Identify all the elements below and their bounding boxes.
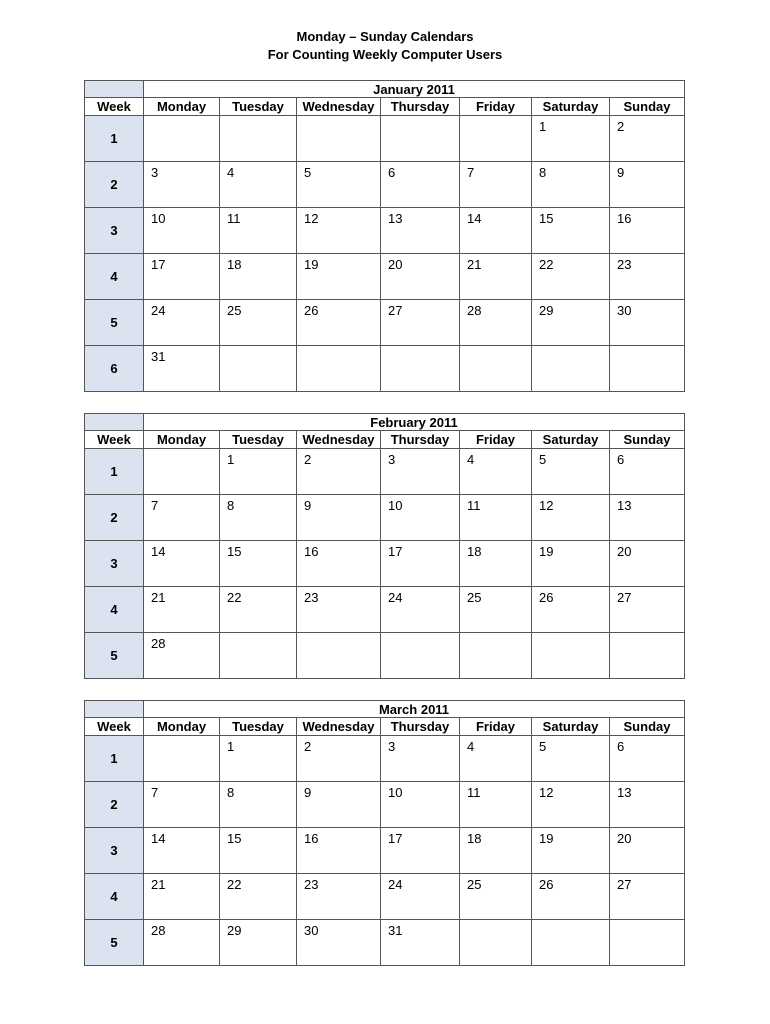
day-number: 17 (388, 831, 403, 846)
week-row (85, 208, 685, 254)
day-cell (144, 208, 220, 254)
day-cell (220, 449, 297, 495)
week-row (85, 162, 685, 208)
day-cell (381, 116, 460, 162)
day-header-wednesday: Wednesday (297, 98, 381, 116)
day-cell (532, 162, 610, 208)
day-cell (532, 828, 610, 874)
week-number: 1 (85, 736, 144, 782)
day-number: 23 (617, 257, 632, 272)
day-cell (460, 495, 532, 541)
day-cell (610, 495, 685, 541)
week-row (85, 495, 685, 541)
day-cell (297, 449, 381, 495)
day-cell (220, 346, 297, 392)
day-cell (381, 828, 460, 874)
day-cell (297, 116, 381, 162)
week-number: 1 (85, 449, 144, 495)
day-cell (460, 300, 532, 346)
day-header-saturday: Saturday (532, 98, 610, 116)
day-number: 8 (227, 785, 235, 800)
day-cell (220, 736, 297, 782)
day-number: 26 (304, 303, 319, 318)
day-number: 13 (617, 785, 632, 800)
week-number: 4 (85, 254, 144, 300)
day-cell (532, 874, 610, 920)
day-cell (532, 254, 610, 300)
day-cell (381, 346, 460, 392)
day-header-saturday: Saturday (532, 718, 610, 736)
day-cell (610, 633, 685, 679)
day-number: 30 (617, 303, 632, 318)
day-header-friday: Friday (460, 98, 532, 116)
day-number: 10 (388, 498, 403, 513)
day-number: 24 (388, 877, 403, 892)
day-cell (144, 162, 220, 208)
month-calendar-table (84, 413, 685, 679)
day-header-thursday: Thursday (381, 98, 460, 116)
week-row (85, 587, 685, 633)
day-number: 6 (617, 739, 625, 754)
day-header-tuesday: Tuesday (220, 431, 297, 449)
day-number: 23 (304, 877, 319, 892)
day-cell (460, 920, 532, 966)
day-cell (144, 449, 220, 495)
week-row (85, 346, 685, 392)
day-cell (220, 587, 297, 633)
week-row (85, 828, 685, 874)
title-line-1: Monday – Sunday Calendars (296, 29, 474, 44)
day-cell (610, 587, 685, 633)
day-header-monday: Monday (144, 98, 220, 116)
day-cell (297, 346, 381, 392)
day-number (381, 355, 388, 358)
week-number: 6 (85, 346, 144, 392)
day-number: 28 (151, 636, 166, 651)
day-number: 5 (539, 452, 547, 467)
day-header-friday: Friday (460, 718, 532, 736)
day-number (144, 745, 151, 748)
day-number: 3 (388, 452, 396, 467)
day-cell (220, 300, 297, 346)
week-number: 3 (85, 828, 144, 874)
day-cell (220, 208, 297, 254)
day-number: 1 (539, 119, 547, 134)
day-cell (460, 828, 532, 874)
day-cell (297, 633, 381, 679)
day-cell (532, 920, 610, 966)
day-cell (381, 208, 460, 254)
day-cell (532, 587, 610, 633)
day-cell (610, 736, 685, 782)
day-number (532, 642, 539, 645)
document-title (0, 28, 770, 64)
day-cell (297, 828, 381, 874)
day-number (220, 125, 227, 128)
day-number: 28 (467, 303, 482, 318)
day-cell (297, 495, 381, 541)
day-number: 20 (617, 544, 632, 559)
day-header-thursday: Thursday (381, 431, 460, 449)
day-cell (297, 587, 381, 633)
day-cell (532, 633, 610, 679)
day-cell (297, 782, 381, 828)
day-number: 28 (151, 923, 166, 938)
day-cell (460, 116, 532, 162)
day-header-tuesday: Tuesday (220, 718, 297, 736)
day-number (144, 458, 151, 461)
day-cell (532, 346, 610, 392)
day-number: 11 (467, 498, 481, 513)
day-number: 1 (227, 452, 235, 467)
day-cell (220, 920, 297, 966)
day-number (297, 642, 304, 645)
day-cell (381, 587, 460, 633)
day-cell (381, 736, 460, 782)
day-number: 19 (304, 257, 319, 272)
month-title: March 2011 (144, 701, 685, 718)
corner-cell (85, 81, 144, 98)
week-row (85, 116, 685, 162)
day-number: 7 (467, 165, 475, 180)
day-cell (297, 300, 381, 346)
day-cell (532, 736, 610, 782)
day-cell (381, 874, 460, 920)
day-header-tuesday: Tuesday (220, 98, 297, 116)
week-number: 5 (85, 920, 144, 966)
day-number: 17 (388, 544, 403, 559)
day-cell (220, 633, 297, 679)
day-number: 16 (304, 831, 319, 846)
day-number (532, 929, 539, 932)
day-number: 14 (151, 544, 166, 559)
day-cell (144, 541, 220, 587)
day-cell (460, 541, 532, 587)
day-header-sunday: Sunday (610, 98, 685, 116)
month-title: January 2011 (144, 81, 685, 98)
day-number: 9 (617, 165, 625, 180)
day-number: 4 (467, 452, 475, 467)
week-number: 4 (85, 874, 144, 920)
day-number: 7 (151, 498, 159, 513)
day-cell (144, 495, 220, 541)
day-number: 25 (227, 303, 242, 318)
day-cell (460, 162, 532, 208)
day-number: 12 (539, 498, 554, 513)
day-cell (220, 162, 297, 208)
day-cell (297, 920, 381, 966)
day-cell (144, 920, 220, 966)
day-cell (460, 254, 532, 300)
day-number (381, 642, 388, 645)
day-cell (297, 162, 381, 208)
day-number: 25 (467, 877, 482, 892)
day-number: 10 (388, 785, 403, 800)
day-number: 29 (539, 303, 554, 318)
day-cell (610, 920, 685, 966)
day-number: 25 (467, 590, 482, 605)
day-cell (532, 782, 610, 828)
day-header-sunday: Sunday (610, 718, 685, 736)
day-number: 21 (151, 877, 166, 892)
day-header-wednesday: Wednesday (297, 431, 381, 449)
day-number: 13 (617, 498, 632, 513)
day-number: 21 (467, 257, 482, 272)
day-cell (381, 782, 460, 828)
day-number (610, 929, 617, 932)
day-cell (297, 541, 381, 587)
day-number: 4 (227, 165, 235, 180)
week-row (85, 541, 685, 587)
day-number: 2 (617, 119, 625, 134)
day-number: 24 (388, 590, 403, 605)
day-cell (381, 300, 460, 346)
day-number: 8 (539, 165, 547, 180)
week-number: 2 (85, 495, 144, 541)
day-number (144, 125, 151, 128)
month-calendar-table (84, 80, 685, 392)
day-number: 24 (151, 303, 166, 318)
day-number: 20 (388, 257, 403, 272)
day-cell (610, 208, 685, 254)
day-cell (532, 116, 610, 162)
day-cell (144, 300, 220, 346)
day-cell (532, 449, 610, 495)
day-cell (297, 736, 381, 782)
day-number (297, 355, 304, 358)
day-number (532, 355, 539, 358)
day-number: 27 (388, 303, 403, 318)
day-cell (144, 254, 220, 300)
day-number: 16 (617, 211, 632, 226)
day-number: 20 (617, 831, 632, 846)
day-cell (381, 920, 460, 966)
week-column-header: Week (85, 718, 144, 736)
day-number: 11 (227, 211, 241, 226)
week-row (85, 920, 685, 966)
day-number: 15 (539, 211, 554, 226)
day-number: 31 (151, 349, 166, 364)
day-cell (144, 782, 220, 828)
day-number (297, 125, 304, 128)
day-cell (144, 874, 220, 920)
day-number: 6 (617, 452, 625, 467)
day-number (220, 355, 227, 358)
day-number: 16 (304, 544, 319, 559)
day-cell (381, 162, 460, 208)
day-cell (460, 633, 532, 679)
day-header-thursday: Thursday (381, 718, 460, 736)
day-number: 14 (467, 211, 482, 226)
day-number: 10 (151, 211, 166, 226)
day-cell (532, 208, 610, 254)
day-header-saturday: Saturday (532, 431, 610, 449)
day-cell (220, 874, 297, 920)
day-number: 22 (539, 257, 554, 272)
day-cell (610, 782, 685, 828)
day-cell (460, 208, 532, 254)
day-number: 14 (151, 831, 166, 846)
day-number: 27 (617, 877, 632, 892)
day-cell (610, 541, 685, 587)
day-number: 2 (304, 452, 312, 467)
day-cell (532, 541, 610, 587)
day-cell (610, 116, 685, 162)
day-cell (144, 346, 220, 392)
day-header-sunday: Sunday (610, 431, 685, 449)
week-number: 5 (85, 633, 144, 679)
day-header-monday: Monday (144, 718, 220, 736)
day-number: 21 (151, 590, 166, 605)
day-number: 23 (304, 590, 319, 605)
month-title: February 2011 (144, 414, 685, 431)
day-number: 5 (539, 739, 547, 754)
day-number: 9 (304, 785, 312, 800)
day-cell (460, 587, 532, 633)
day-cell (144, 828, 220, 874)
week-row (85, 874, 685, 920)
week-row (85, 449, 685, 495)
day-cell (220, 495, 297, 541)
week-number: 2 (85, 782, 144, 828)
day-cell (532, 300, 610, 346)
day-number: 26 (539, 590, 554, 605)
day-cell (460, 736, 532, 782)
day-number (460, 355, 467, 358)
day-number: 18 (467, 831, 482, 846)
day-number (381, 125, 388, 128)
title-line-2: For Counting Weekly Computer Users (267, 47, 503, 62)
day-cell (460, 449, 532, 495)
week-row (85, 254, 685, 300)
day-number: 15 (227, 831, 242, 846)
day-cell (381, 633, 460, 679)
day-number (610, 355, 617, 358)
day-cell (610, 346, 685, 392)
day-cell (297, 208, 381, 254)
day-number: 9 (304, 498, 312, 513)
day-cell (610, 300, 685, 346)
day-cell (381, 541, 460, 587)
day-cell (381, 495, 460, 541)
day-number: 27 (617, 590, 632, 605)
day-number: 17 (151, 257, 166, 272)
day-number: 12 (304, 211, 319, 226)
week-row (85, 736, 685, 782)
day-header-friday: Friday (460, 431, 532, 449)
day-cell (220, 116, 297, 162)
week-row (85, 300, 685, 346)
month-calendar-table (84, 700, 685, 966)
day-number: 13 (388, 211, 403, 226)
day-number (610, 642, 617, 645)
day-number: 6 (388, 165, 396, 180)
week-number: 5 (85, 300, 144, 346)
day-cell (610, 449, 685, 495)
day-number: 4 (467, 739, 475, 754)
day-cell (532, 495, 610, 541)
corner-cell (85, 701, 144, 718)
day-cell (144, 633, 220, 679)
day-number: 31 (388, 923, 403, 938)
day-number: 15 (227, 544, 242, 559)
day-number: 7 (151, 785, 159, 800)
day-cell (381, 254, 460, 300)
day-number: 19 (539, 544, 554, 559)
day-number: 29 (227, 923, 242, 938)
day-number (460, 125, 467, 128)
day-number: 12 (539, 785, 554, 800)
week-column-header: Week (85, 98, 144, 116)
day-cell (297, 254, 381, 300)
day-cell (144, 736, 220, 782)
day-cell (297, 874, 381, 920)
day-number: 30 (304, 923, 319, 938)
week-column-header: Week (85, 431, 144, 449)
day-cell (144, 116, 220, 162)
day-cell (220, 828, 297, 874)
day-cell (460, 782, 532, 828)
day-cell (144, 587, 220, 633)
day-number: 11 (467, 785, 481, 800)
corner-cell (85, 414, 144, 431)
day-number: 18 (227, 257, 242, 272)
day-number (460, 642, 467, 645)
week-number: 1 (85, 116, 144, 162)
week-number: 3 (85, 208, 144, 254)
day-cell (610, 162, 685, 208)
day-header-wednesday: Wednesday (297, 718, 381, 736)
day-cell (220, 782, 297, 828)
day-cell (610, 828, 685, 874)
day-cell (220, 254, 297, 300)
week-number: 3 (85, 541, 144, 587)
day-cell (381, 449, 460, 495)
day-cell (610, 874, 685, 920)
day-header-monday: Monday (144, 431, 220, 449)
week-number: 4 (85, 587, 144, 633)
day-number: 22 (227, 877, 242, 892)
day-number: 26 (539, 877, 554, 892)
day-cell (460, 874, 532, 920)
day-number (460, 929, 467, 932)
day-number: 22 (227, 590, 242, 605)
day-cell (460, 346, 532, 392)
day-number: 3 (151, 165, 159, 180)
week-row (85, 633, 685, 679)
day-number: 18 (467, 544, 482, 559)
day-number: 2 (304, 739, 312, 754)
week-number: 2 (85, 162, 144, 208)
day-number: 1 (227, 739, 235, 754)
day-number: 8 (227, 498, 235, 513)
day-cell (610, 254, 685, 300)
day-cell (220, 541, 297, 587)
day-number: 5 (304, 165, 312, 180)
day-number (220, 642, 227, 645)
day-number: 3 (388, 739, 396, 754)
day-number: 19 (539, 831, 554, 846)
week-row (85, 782, 685, 828)
